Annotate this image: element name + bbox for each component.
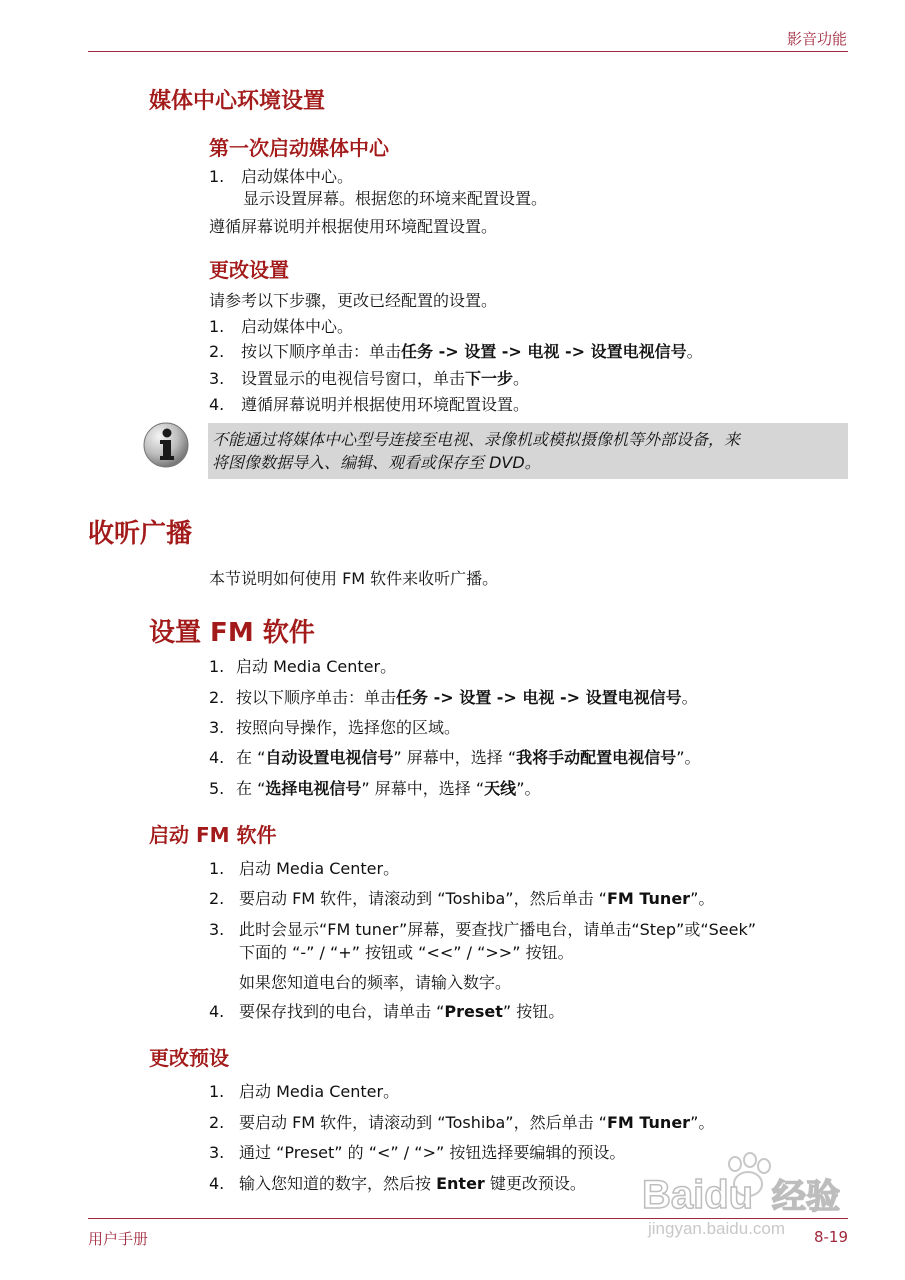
list-item: 1. 启动 Media Center。 — [209, 657, 397, 676]
list-item: 4. 要保存找到的电台，请单击 “Preset” 按钮。 — [209, 1002, 565, 1021]
list-item: 2. 要启动 FM 软件，请滚动到 “Toshiba”，然后单击 “FM Tuner”。 — [209, 889, 715, 908]
list-item: 3. 通过 “Preset” 的 “<” / “>” 按钮选择要编辑的预设。 — [209, 1143, 626, 1162]
list-item: 4. 遵循屏幕说明并根据使用环境配置设置。 — [209, 395, 530, 414]
header-rule — [88, 51, 848, 52]
section-title-media-center: 媒体中心环境设置 — [149, 89, 326, 114]
list-item-continuation: 下面的 “-” / “+” 按钮或 “<<” / “>>” 按钮。 — [239, 943, 574, 962]
footer-rule — [88, 1218, 848, 1219]
list-item: 4. 在 “自动设置电视信号” 屏幕中，选择 “我将手动配置电视信号”。 — [209, 748, 701, 767]
list-item: 5. 在 “选择电视信号” 屏幕中，选择 “天线”。 — [209, 779, 541, 798]
paragraph: 遵循屏幕说明并根据使用环境配置设置。 — [209, 217, 498, 236]
section-title-radio: 收听广播 — [88, 519, 193, 549]
list-item: 4. 输入您知道的数字，然后按 Enter 键更改预设。 — [209, 1174, 586, 1193]
list-item: 1. 启动媒体中心。 — [209, 167, 354, 186]
list-item-subtext: 显示设置屏幕。根据您的环境来配置设置。 — [243, 189, 548, 208]
watermark-cn: 经验 — [772, 1177, 840, 1217]
list-item: 3. 按照向导操作，选择您的区域。 — [209, 718, 461, 737]
note-text: 不能通过将媒体中心型号连接至电视、录像机或模拟摄像机等外部设备，来 将图像数据导入、编辑、观看或保存至 DVD。 — [212, 430, 741, 472]
subsection-title-change-settings: 更改设置 — [209, 258, 289, 282]
info-icon — [142, 420, 192, 470]
header-title: 影音功能 — [786, 30, 847, 48]
watermark-brand: Baidu — [642, 1173, 754, 1217]
paragraph: 本节说明如何使用 FM 软件来收听广播。 — [209, 569, 499, 588]
subsection-title-fm-start: 启动 FM 软件 — [149, 823, 277, 847]
page-number: 8-19 — [813, 1228, 848, 1246]
list-item-subtext: 如果您知道电台的频率，请输入数字。 — [239, 973, 512, 992]
baidu-watermark — [640, 1150, 860, 1240]
list-item: 2. 按以下顺序单击：单击任务 -> 设置 -> 电视 -> 设置电视信号。 — [209, 688, 698, 707]
list-item: 3. 此时会显示“FM tuner”屏幕，要查找广播电台，请单击“Step”或“Seek” — [209, 920, 757, 939]
list-item: 2. 要启动 FM 软件，请滚动到 “Toshiba”，然后单击 “FM Tuner”。 — [209, 1113, 715, 1132]
list-item: 1. 启动 Media Center。 — [209, 859, 400, 878]
subsection-title-first-start: 第一次启动媒体中心 — [209, 136, 389, 160]
list-item: 3. 设置显示的电视信号窗口，单击下一步。 — [209, 369, 530, 388]
list-item: 1. 启动媒体中心。 — [209, 317, 354, 336]
subsection-title-change-preset: 更改预设 — [149, 1046, 229, 1070]
footer-manual-label: 用户手册 — [88, 1230, 149, 1248]
section-title-fm-setup: 设置 FM 软件 — [149, 618, 315, 648]
watermark-url: jingyan.baidu.com — [648, 1219, 786, 1238]
list-item: 1. 启动 Media Center。 — [209, 1082, 400, 1101]
paragraph: 请参考以下步骤，更改已经配置的设置。 — [209, 291, 498, 310]
list-item: 2. 按以下顺序单击：单击任务 -> 设置 -> 电视 -> 设置电视信号。 — [209, 342, 703, 361]
